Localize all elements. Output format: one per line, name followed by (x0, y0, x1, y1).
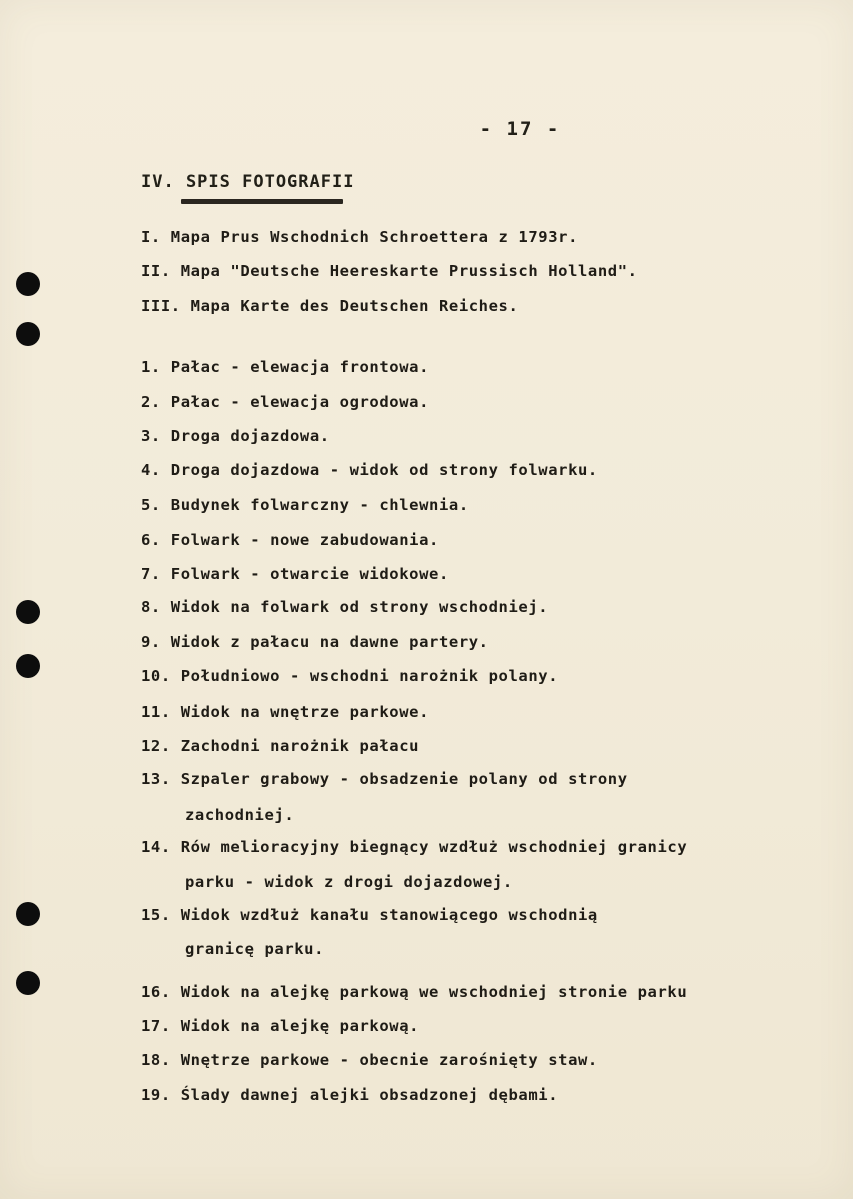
photo-item: 4. Droga dojazdowa - widok od strony folwarku. (141, 461, 598, 479)
photo-item: 16. Widok na alejkę parkową we wschodniej stronie parku (141, 983, 688, 1001)
photo-item: 7. Folwark - otwarcie widokowe. (141, 565, 449, 583)
photo-item: 3. Droga dojazdowa. (141, 427, 330, 445)
photo-item: 6. Folwark - nowe zabudowania. (141, 531, 439, 549)
photo-item: 11. Widok na wnętrze parkowe. (141, 703, 430, 721)
photo-item: 9. Widok z pałacu na dawne partery. (141, 633, 489, 651)
photo-item: 18. Wnętrze parkowe - obecnie zarośnięty staw. (141, 1051, 598, 1069)
photo-item: 19. Ślady dawnej alejki obsadzonej dębami. (141, 1086, 559, 1104)
photo-item-continuation: parku - widok z drogi dojazdowej. (185, 873, 513, 891)
punch-hole (16, 600, 40, 624)
page-number: - 17 - (479, 118, 561, 140)
punch-hole (16, 654, 40, 678)
photo-item: 2. Pałac - elewacja ogrodowa. (141, 393, 430, 411)
section-heading: IV. SPIS FOTOGRAFII (141, 172, 355, 192)
photo-item: 13. Szpaler grabowy - obsadzenie polany od strony (141, 770, 628, 788)
photo-item: 14. Rów melioracyjny biegnący wzdłuż wschodniej granicy (141, 838, 688, 856)
map-item: I. Mapa Prus Wschodnich Schroettera z 1793r. (141, 228, 578, 246)
punch-hole (16, 322, 40, 346)
map-item: III. Mapa Karte des Deutschen Reiches. (141, 297, 519, 315)
map-item: II. Mapa "Deutsche Heereskarte Prussisch Holland". (141, 262, 638, 280)
photo-item: 10. Południowo - wschodni narożnik polany. (141, 667, 559, 685)
heading-underline (181, 199, 343, 204)
photo-item: 12. Zachodni narożnik pałacu (141, 737, 420, 755)
photo-item: 17. Widok na alejkę parkową. (141, 1017, 420, 1035)
photo-item: 1. Pałac - elewacja frontowa. (141, 358, 430, 376)
photo-item-continuation: zachodniej. (185, 806, 295, 824)
photo-item-continuation: granicę parku. (185, 940, 325, 958)
punch-hole (16, 971, 40, 995)
photo-item: 15. Widok wzdłuż kanału stanowiącego wschodnią (141, 906, 598, 924)
punch-hole (16, 272, 40, 296)
punch-hole (16, 902, 40, 926)
photo-item: 5. Budynek folwarczny - chlewnia. (141, 496, 469, 514)
photo-item: 8. Widok na folwark od strony wschodniej. (141, 598, 549, 616)
